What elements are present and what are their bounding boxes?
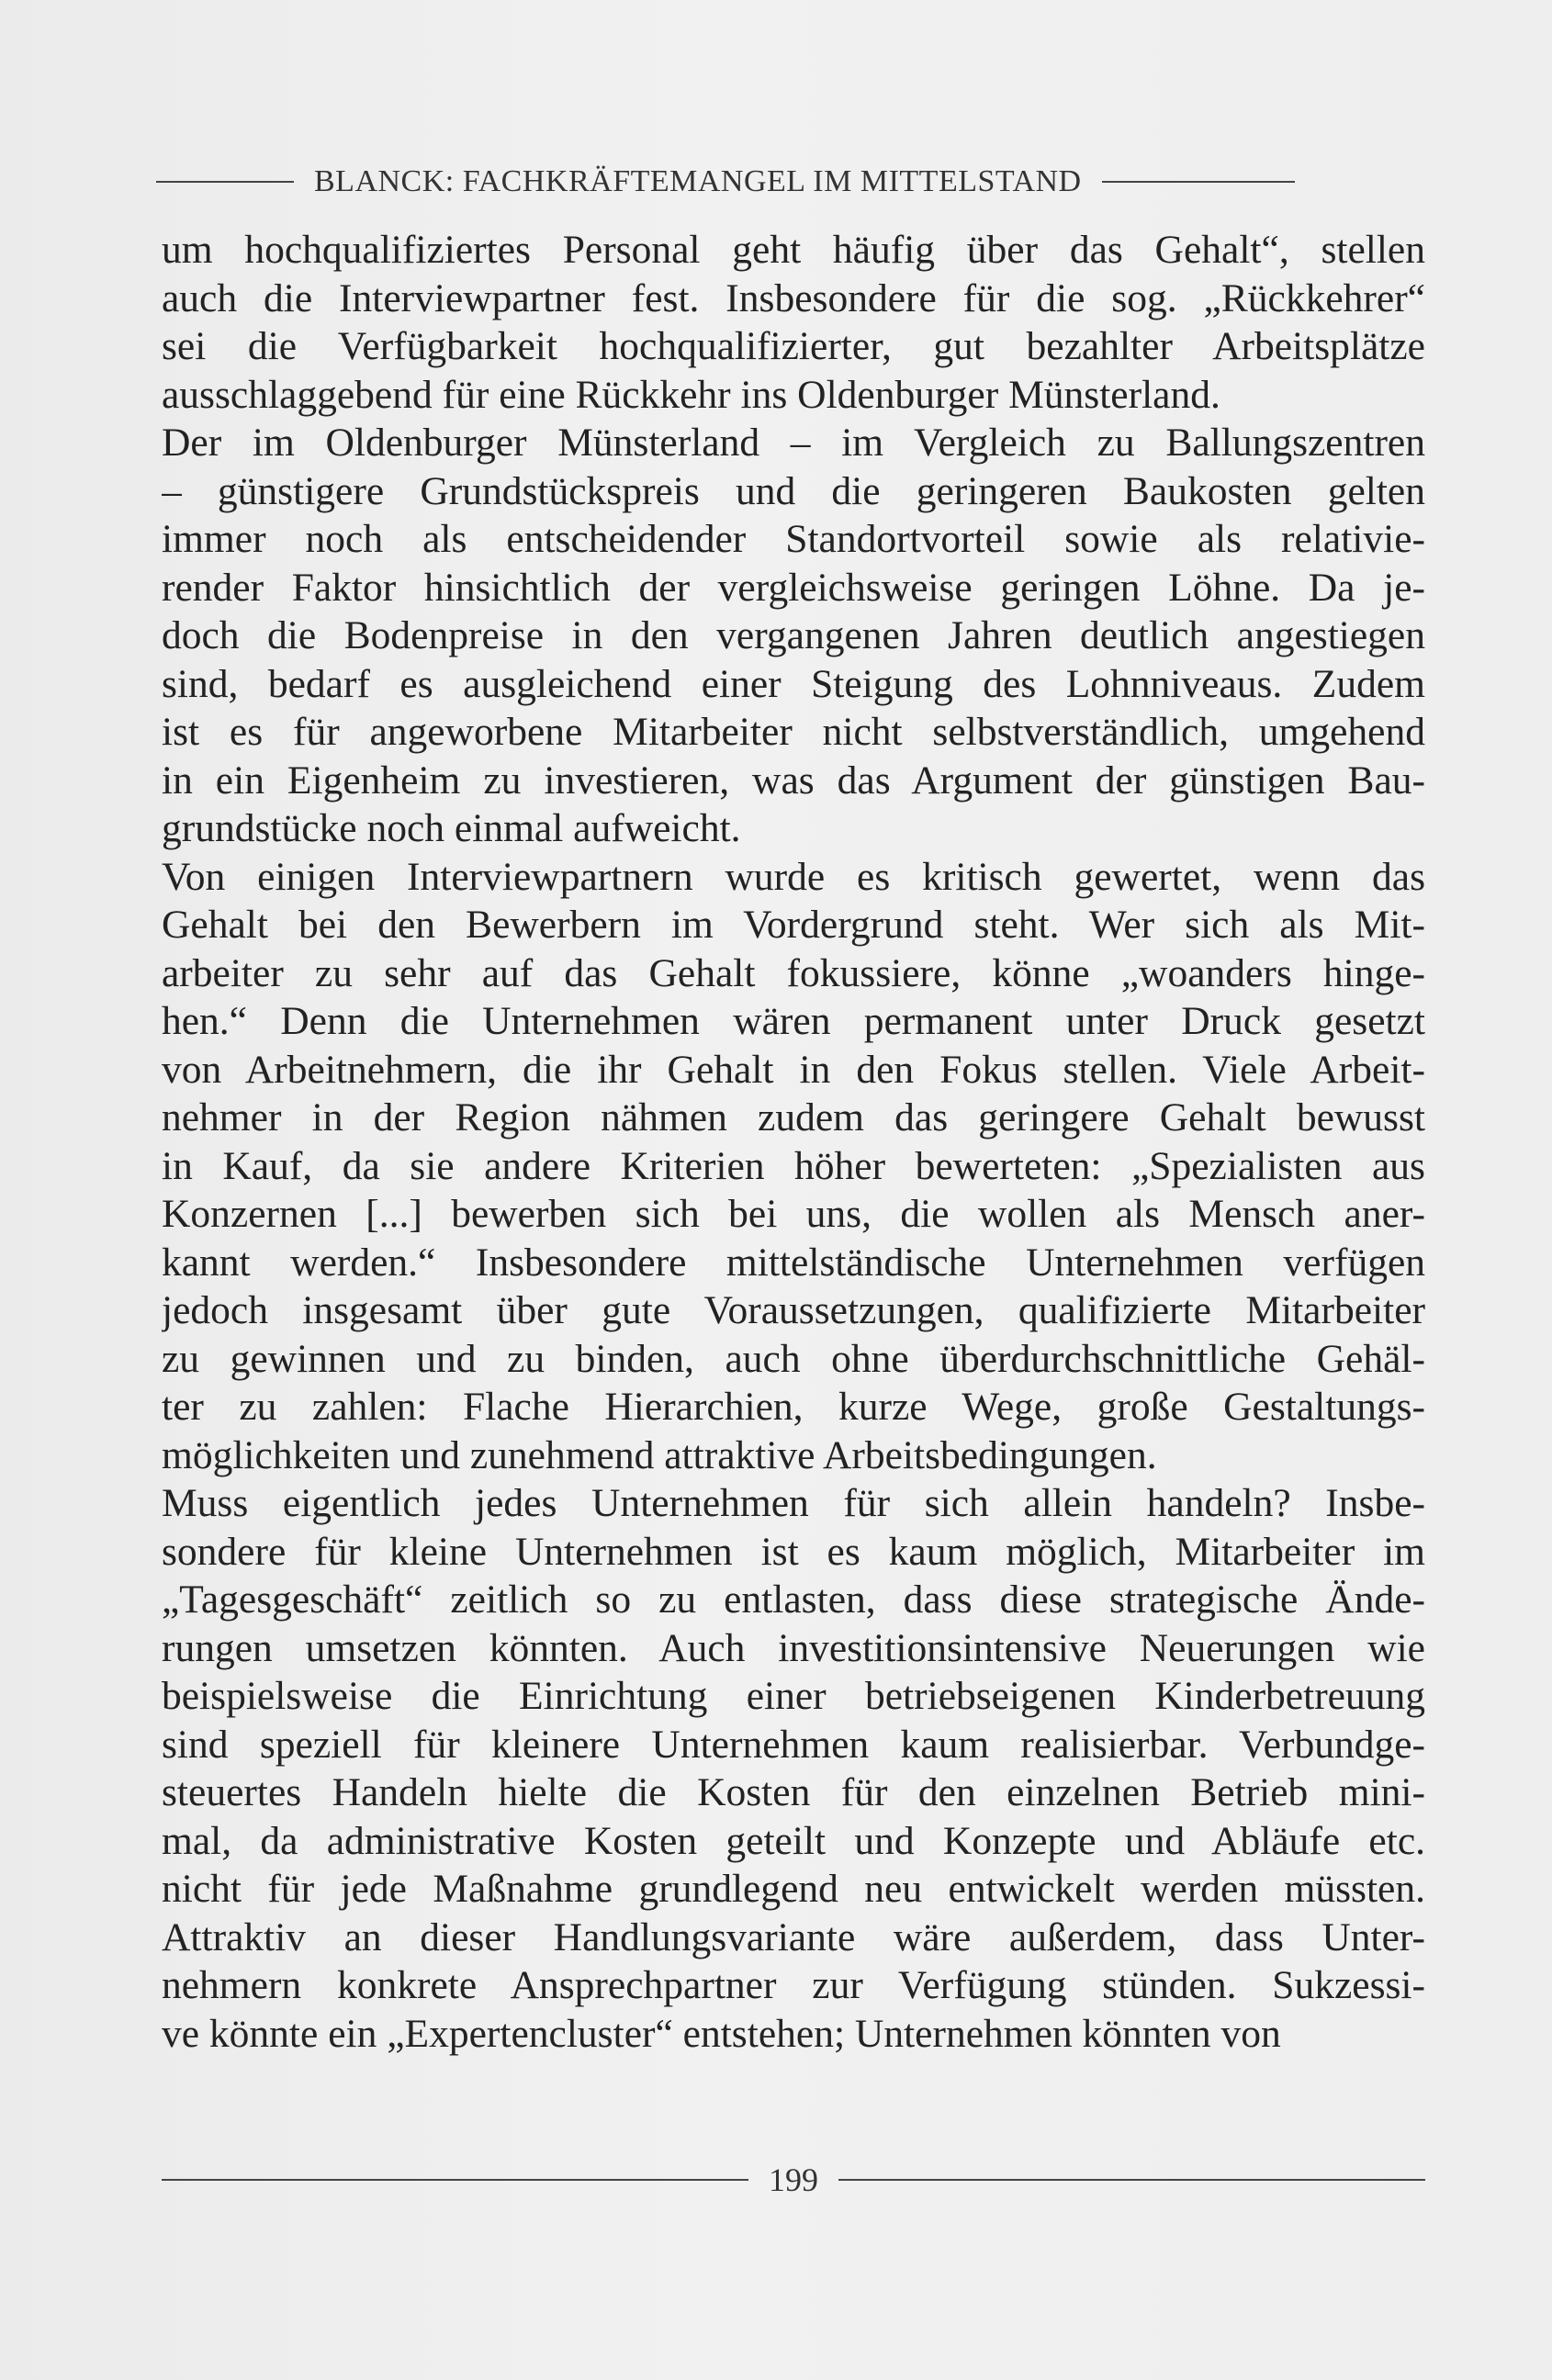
text-line: Von einigen Interviewpartnern wurde es kritisch gewertet, wenn das: [162, 854, 1425, 899]
text-line: zu gewinnen und zu binden, auch ohne überdurchschnittliche Gehäl-: [162, 1336, 1425, 1381]
text-line: Muss eigentlich jedes Unternehmen für sich allein handeln? Insbe-: [162, 1481, 1425, 1525]
footer-rule-right: [838, 2179, 1425, 2181]
text-line: Gehalt bei den Bewerbern im Vordergrund steht. Wer sich als Mit-: [162, 903, 1425, 947]
text-line: nehmern konkrete Ansprechpartner zur Verfügung stünden. Sukzessi-: [162, 1963, 1425, 2007]
text-line: doch die Bodenpreise in den vergangenen Jahren deutlich angestiegen: [162, 613, 1425, 657]
text-line: – günstigere Grundstückspreis und die geringeren Baukosten gelten: [162, 468, 1425, 513]
text-line: Attraktiv an dieser Handlungsvariante wäre außerdem, dass Unter-: [162, 1914, 1425, 1959]
text-line: kannt werden.“ Insbesondere mittelständische Unternehmen verfügen: [162, 1240, 1425, 1285]
running-head: [156, 162, 1423, 202]
text-line: Der im Oldenburger Münsterland – im Vergleich zu Ballungszentren: [162, 421, 1425, 465]
text-line: möglichkeiten und zunehmend attraktive Arbeitsbedingungen.: [162, 1432, 1157, 1477]
text-line: sondere für kleine Unternehmen ist es kaum möglich, Mitarbeiter im: [162, 1529, 1425, 1574]
text-line: nehmer in der Region nähmen zudem das geringere Gehalt bewusst: [162, 1095, 1425, 1139]
text-line: sei die Verfügbarkeit hochqualifizierter, gut bezahlter Arbeitsplätze: [162, 324, 1425, 368]
text-line: „Tagesgeschäft“ zeitlich so zu entlasten, dass diese strategische Ände-: [162, 1577, 1425, 1622]
text-line: render Faktor hinsichtlich der vergleichsweise geringen Löhne. Da je-: [162, 565, 1425, 610]
body-text: [162, 226, 1425, 2058]
text-line: von Arbeitnehmern, die ihr Gehalt in den Fokus stellen. Viele Arbeit-: [162, 1047, 1425, 1092]
text-line: um hochqualifiziertes Personal geht häufig über das Gehalt“, stellen: [162, 228, 1425, 272]
text-line: sind, bedarf es ausgleichend einer Steigung des Lohnniveaus. Zudem: [162, 661, 1425, 706]
text-line: mal, da administrative Kosten geteilt und Konzepte und Abläufe etc.: [162, 1818, 1425, 1863]
text-line: jedoch insgesamt über gute Voraussetzungen, qualifizierte Mitarbeiter: [162, 1288, 1425, 1332]
text-line: rungen umsetzen könnten. Auch investitionsintensive Neuerungen wie: [162, 1625, 1425, 1670]
text-line: Konzernen [...] bewerben sich bei uns, die wollen als Mensch aner-: [162, 1192, 1425, 1236]
text-line: in Kauf, da sie andere Kriterien höher bewerteten: „Spezialisten aus: [162, 1143, 1425, 1188]
text-line: nicht für jede Maßnahme grundlegend neu entwickelt werden müssten.: [162, 1867, 1425, 1911]
running-head-rule-right: [1102, 181, 1295, 183]
text-line: steuertes Handeln hielte die Kosten für den einzelnen Betrieb mini-: [162, 1770, 1425, 1814]
text-line: auch die Interviewpartner fest. Insbesondere für die sog. „Rückkehrer“: [162, 275, 1425, 320]
text-line: in ein Eigenheim zu investieren, was das Argument der günstigen Bau-: [162, 758, 1425, 803]
text-line: sind speziell für kleinere Unternehmen kaum realisierbar. Verbundge-: [162, 1722, 1425, 1767]
text-line: ist es für angeworbene Mitarbeiter nicht selbstverständlich, umgehend: [162, 710, 1425, 754]
text-line: ausschlaggebend für eine Rückkehr ins Oldenburger Münsterland.: [162, 372, 1220, 417]
text-line: immer noch als entscheidender Standortvorteil sowie als relativie-: [162, 517, 1425, 561]
page-footer: [162, 2160, 1425, 2200]
page-number: 199: [769, 2161, 818, 2198]
text-line: grundstücke noch einmal aufweicht.: [162, 806, 741, 850]
text-line: hen.“ Denn die Unternehmen wären permanent unter Druck gesetzt: [162, 999, 1425, 1043]
text-line: beispielsweise die Einrichtung einer betriebseigenen Kinderbetreuung: [162, 1674, 1425, 1718]
running-head-title: BLANCK: FACHKRÄFTEMANGEL IM MITTELSTAND: [314, 164, 1082, 198]
text-line: ter zu zahlen: Flache Hierarchien, kurze Wege, große Gestaltungs-: [162, 1385, 1425, 1429]
footer-rule-left: [162, 2179, 748, 2181]
text-line: arbeiter zu sehr auf das Gehalt fokussiere, könne „woanders hinge-: [162, 950, 1425, 995]
running-head-rule-left: [156, 181, 294, 183]
text-line: ve könnte ein „Expertencluster“ entstehen; Unternehmen könnten von: [162, 2011, 1281, 2056]
